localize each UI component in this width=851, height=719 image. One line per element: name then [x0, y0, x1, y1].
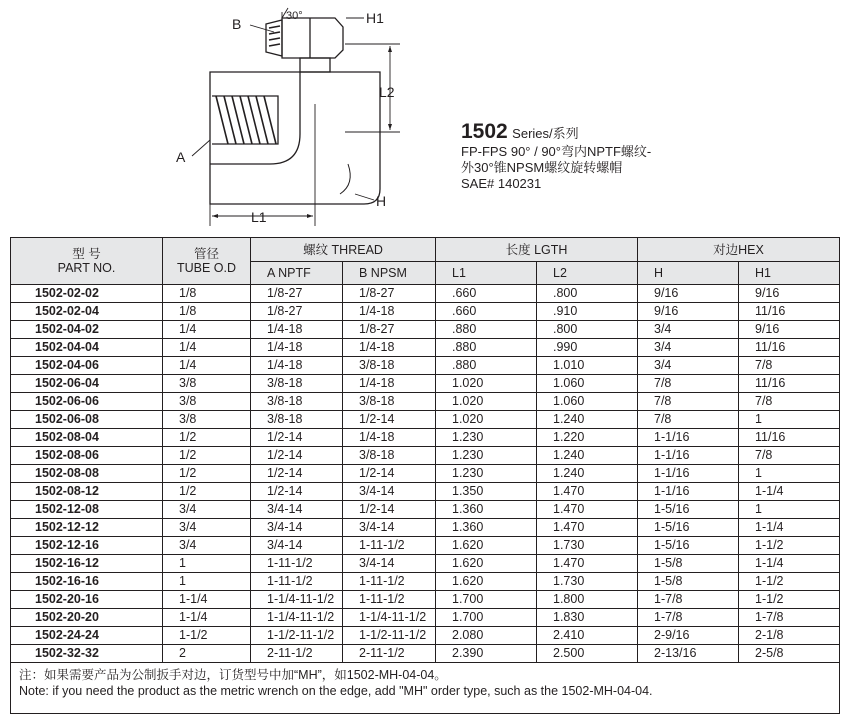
header-h1: H1 [739, 262, 840, 285]
cell-h1: 7/8 [739, 447, 840, 465]
cell-l2: 1.240 [537, 447, 638, 465]
cell-l1: 2.080 [436, 627, 537, 645]
series-label: Series/系列 [512, 126, 579, 141]
cell-h1: 2-1/8 [739, 627, 840, 645]
cell-h1: 11/16 [739, 375, 840, 393]
cell-tube-od: 1/4 [163, 339, 251, 357]
cell-l1: 1.700 [436, 609, 537, 627]
cell-a-nptf: 1/8-27 [251, 303, 343, 321]
cell-part-no: 1502-02-02 [11, 285, 163, 303]
cell-l1: .880 [436, 339, 537, 357]
cell-h1: 7/8 [739, 357, 840, 375]
cell-h1: 7/8 [739, 393, 840, 411]
cell-tube-od: 3/4 [163, 501, 251, 519]
header-thread: 螺纹 THREAD [251, 238, 436, 262]
label-b: B [232, 16, 242, 32]
cell-b-npsm: 2-11-1/2 [343, 645, 436, 663]
cell-a-nptf: 2-11-1/2 [251, 645, 343, 663]
cell-h1: 11/16 [739, 303, 840, 321]
cell-b-npsm: 1/8-27 [343, 285, 436, 303]
cell-tube-od: 3/8 [163, 411, 251, 429]
cell-l2: 1.800 [537, 591, 638, 609]
cell-h: 1-1/16 [638, 483, 739, 501]
cell-l2: 1.060 [537, 393, 638, 411]
cell-l1: 1.020 [436, 393, 537, 411]
table-row [11, 429, 840, 447]
cell-l2: .990 [537, 339, 638, 357]
cell-l2: .910 [537, 303, 638, 321]
cell-l2: 1.060 [537, 375, 638, 393]
table-row [11, 357, 840, 375]
cell-h: 1-5/16 [638, 519, 739, 537]
cell-h1: 1 [739, 465, 840, 483]
cell-b-npsm: 3/4-14 [343, 483, 436, 501]
cell-l2: 2.500 [537, 645, 638, 663]
cell-l1: 1.350 [436, 483, 537, 501]
cell-h1: 1-1/4 [739, 483, 840, 501]
cell-a-nptf: 1/4-18 [251, 321, 343, 339]
cell-l1: .660 [436, 285, 537, 303]
table-row [11, 483, 840, 501]
cell-tube-od: 3/8 [163, 375, 251, 393]
header-b-npsm: B NPSM [343, 262, 436, 285]
cell-a-nptf: 1/2-14 [251, 429, 343, 447]
cell-h1: 1-1/2 [739, 537, 840, 555]
header-part-cn: 型 号 [72, 247, 101, 261]
cell-part-no: 1502-16-12 [11, 555, 163, 573]
label-a: A [176, 149, 186, 165]
cell-h1: 1-1/2 [739, 591, 840, 609]
header-length: 长度 LGTH [436, 238, 638, 262]
cell-a-nptf: 1-1/2-11-1/2 [251, 627, 343, 645]
cell-l1: 1.700 [436, 591, 537, 609]
cell-l1: 1.620 [436, 555, 537, 573]
cell-a-nptf: 3/8-18 [251, 375, 343, 393]
table-row [11, 303, 840, 321]
cell-h: 1-1/16 [638, 447, 739, 465]
cell-b-npsm: 1/2-14 [343, 501, 436, 519]
cell-h1: 1 [739, 501, 840, 519]
cell-l1: 1.230 [436, 429, 537, 447]
cell-part-no: 1502-02-04 [11, 303, 163, 321]
cell-l1: 1.020 [436, 375, 537, 393]
cell-l1: .880 [436, 357, 537, 375]
table-row [11, 339, 840, 357]
cell-l2: 1.240 [537, 411, 638, 429]
header-l2: L2 [537, 262, 638, 285]
cell-l1: 1.360 [436, 501, 537, 519]
cell-l2: 1.220 [537, 429, 638, 447]
cell-part-no: 1502-06-06 [11, 393, 163, 411]
cell-h: 3/4 [638, 339, 739, 357]
cell-l2: 1.470 [537, 555, 638, 573]
cell-h: 3/4 [638, 357, 739, 375]
table-row [11, 375, 840, 393]
header-a-nptf: A NPTF [251, 262, 343, 285]
table-row [11, 573, 840, 591]
cell-l1: .880 [436, 321, 537, 339]
label-l1: L1 [251, 209, 267, 225]
table-row [11, 627, 840, 645]
cell-h: 2-13/16 [638, 645, 739, 663]
cell-part-no: 1502-20-16 [11, 591, 163, 609]
cell-tube-od: 1-1/4 [163, 591, 251, 609]
cell-b-npsm: 1/8-27 [343, 321, 436, 339]
cell-h1: 1 [739, 411, 840, 429]
table-row [11, 537, 840, 555]
table-row [11, 609, 840, 627]
header-tube-od [163, 238, 251, 285]
cell-b-npsm: 3/8-18 [343, 357, 436, 375]
spec-table-body [11, 285, 840, 663]
cell-l1: 1.020 [436, 411, 537, 429]
cell-h: 9/16 [638, 303, 739, 321]
cell-tube-od: 3/4 [163, 519, 251, 537]
cell-tube-od: 1/2 [163, 429, 251, 447]
cell-h: 1-7/8 [638, 591, 739, 609]
cell-l2: 1.470 [537, 501, 638, 519]
cell-part-no: 1502-06-04 [11, 375, 163, 393]
cell-tube-od: 1/4 [163, 357, 251, 375]
cell-h: 9/16 [638, 285, 739, 303]
cell-h: 1-1/16 [638, 465, 739, 483]
cell-h: 1-5/16 [638, 537, 739, 555]
cell-part-no: 1502-04-02 [11, 321, 163, 339]
cell-l2: 1.240 [537, 465, 638, 483]
note-cn: 注：如果需要产品为公制扳手对边，订货型号中加“MH”，如1502-MH-04-04。 [19, 668, 447, 682]
header-part-en: PART NO. [57, 261, 116, 275]
cell-a-nptf: 1-1/4-11-1/2 [251, 591, 343, 609]
cell-a-nptf: 1/8-27 [251, 285, 343, 303]
cell-part-no: 1502-12-12 [11, 519, 163, 537]
cell-tube-od: 1 [163, 555, 251, 573]
header-h: H [638, 262, 739, 285]
cell-h: 1-5/16 [638, 501, 739, 519]
title-line-1: FP-FPS 90° / 90°弯内NPTF螺纹- [461, 144, 652, 159]
header-l1: L1 [436, 262, 537, 285]
cell-b-npsm: 1/4-18 [343, 303, 436, 321]
cell-b-npsm: 1-1/2-11-1/2 [343, 627, 436, 645]
label-h1: H1 [366, 10, 384, 26]
label-h: H [376, 193, 387, 209]
cell-b-npsm: 3/4-14 [343, 519, 436, 537]
cell-tube-od: 1 [163, 573, 251, 591]
cell-a-nptf: 1/2-14 [251, 465, 343, 483]
table-row [11, 411, 840, 429]
table-row [11, 285, 840, 303]
cell-h: 2-9/16 [638, 627, 739, 645]
cell-h: 1-5/8 [638, 573, 739, 591]
title-line-2: 外30°锥NPSM螺纹旋转螺帽 [461, 160, 623, 175]
cell-l2: 1.730 [537, 573, 638, 591]
cell-h1: 2-5/8 [739, 645, 840, 663]
header-hex: 对边HEX [638, 238, 840, 262]
cell-a-nptf: 3/8-18 [251, 411, 343, 429]
cell-b-npsm: 3/8-18 [343, 447, 436, 465]
cell-a-nptf: 1-11-1/2 [251, 573, 343, 591]
cell-tube-od: 1-1/4 [163, 609, 251, 627]
series-number: 1502 [461, 120, 508, 143]
cell-h1: 11/16 [739, 429, 840, 447]
table-row [11, 555, 840, 573]
cell-l2: .800 [537, 285, 638, 303]
cell-b-npsm: 3/8-18 [343, 393, 436, 411]
cell-part-no: 1502-24-24 [11, 627, 163, 645]
cell-l1: .660 [436, 303, 537, 321]
cell-part-no: 1502-04-04 [11, 339, 163, 357]
cell-h: 7/8 [638, 393, 739, 411]
cell-a-nptf: 1/2-14 [251, 483, 343, 501]
note-en: Note: if you need the product as the metric wrench on the edge, add "MH" order type, such as the 1502-MH-04-04. [19, 684, 653, 698]
cell-a-nptf: 1/4-18 [251, 339, 343, 357]
elbow-body-shape [210, 72, 380, 204]
cell-h: 1-5/8 [638, 555, 739, 573]
cell-part-no: 1502-32-32 [11, 645, 163, 663]
spec-table [10, 237, 840, 714]
label-angle: 30° [286, 10, 303, 22]
cell-a-nptf: 3/8-18 [251, 393, 343, 411]
header-tube-en: TUBE O.D [176, 261, 237, 275]
cell-tube-od: 3/4 [163, 537, 251, 555]
title-block [461, 120, 761, 192]
cell-l2: 1.470 [537, 483, 638, 501]
cell-tube-od: 1/2 [163, 465, 251, 483]
cell-tube-od: 1/2 [163, 447, 251, 465]
cell-b-npsm: 1/4-18 [343, 339, 436, 357]
table-row [11, 519, 840, 537]
cell-h1: 1-1/2 [739, 573, 840, 591]
cell-h: 3/4 [638, 321, 739, 339]
swivel-nut-shape [282, 18, 343, 58]
cell-tube-od: 2 [163, 645, 251, 663]
cell-a-nptf: 3/4-14 [251, 501, 343, 519]
cell-tube-od: 1-1/2 [163, 627, 251, 645]
table-note [11, 663, 840, 714]
cell-part-no: 1502-08-08 [11, 465, 163, 483]
table-row [11, 447, 840, 465]
cell-l2: .800 [537, 321, 638, 339]
cell-l2: 1.830 [537, 609, 638, 627]
cell-l1: 1.230 [436, 465, 537, 483]
cell-a-nptf: 1/4-18 [251, 357, 343, 375]
cell-l1: 1.230 [436, 447, 537, 465]
cell-part-no: 1502-16-16 [11, 573, 163, 591]
cell-b-npsm: 1-1/4-11-1/2 [343, 609, 436, 627]
header-part-no [11, 238, 163, 285]
cell-h1: 1-7/8 [739, 609, 840, 627]
cell-h1: 9/16 [739, 285, 840, 303]
cell-part-no: 1502-20-20 [11, 609, 163, 627]
table-row [11, 393, 840, 411]
table-row [11, 645, 840, 663]
cell-tube-od: 1/8 [163, 303, 251, 321]
cell-l2: 1.730 [537, 537, 638, 555]
cell-tube-od: 3/8 [163, 393, 251, 411]
label-l2: L2 [379, 84, 395, 100]
cell-b-npsm: 1/4-18 [343, 429, 436, 447]
table-row [11, 321, 840, 339]
elbow-fitting-drawing [150, 4, 450, 226]
cell-a-nptf: 3/4-14 [251, 519, 343, 537]
cell-h1: 9/16 [739, 321, 840, 339]
cell-h: 7/8 [638, 411, 739, 429]
cell-l2: 1.470 [537, 519, 638, 537]
cell-b-npsm: 1/2-14 [343, 465, 436, 483]
cell-part-no: 1502-08-12 [11, 483, 163, 501]
cell-h1: 1-1/4 [739, 519, 840, 537]
cell-b-npsm: 3/4-14 [343, 555, 436, 573]
cell-b-npsm: 1-11-1/2 [343, 591, 436, 609]
cell-b-npsm: 1-11-1/2 [343, 573, 436, 591]
cell-b-npsm: 1-11-1/2 [343, 537, 436, 555]
cell-a-nptf: 1-11-1/2 [251, 555, 343, 573]
header-tube-cn: 管径 [193, 247, 219, 261]
cell-tube-od: 1/4 [163, 321, 251, 339]
cell-h: 1-1/16 [638, 429, 739, 447]
title-line-3: SAE# 140231 [461, 176, 542, 191]
cell-b-npsm: 1/4-18 [343, 375, 436, 393]
cell-b-npsm: 1/2-14 [343, 411, 436, 429]
cell-tube-od: 1/2 [163, 483, 251, 501]
cell-part-no: 1502-12-16 [11, 537, 163, 555]
cell-h: 1-7/8 [638, 609, 739, 627]
cell-h: 7/8 [638, 375, 739, 393]
cell-l1: 1.360 [436, 519, 537, 537]
cell-h1: 11/16 [739, 339, 840, 357]
cell-part-no: 1502-12-08 [11, 501, 163, 519]
cell-a-nptf: 1/2-14 [251, 447, 343, 465]
cell-a-nptf: 1-1/4-11-1/2 [251, 609, 343, 627]
cell-l1: 1.620 [436, 573, 537, 591]
cell-part-no: 1502-08-06 [11, 447, 163, 465]
table-row [11, 465, 840, 483]
table-row [11, 591, 840, 609]
cell-part-no: 1502-08-04 [11, 429, 163, 447]
cell-part-no: 1502-06-08 [11, 411, 163, 429]
cell-l2: 1.010 [537, 357, 638, 375]
cell-h1: 1-1/4 [739, 555, 840, 573]
cell-l2: 2.410 [537, 627, 638, 645]
table-row [11, 501, 840, 519]
cell-part-no: 1502-04-06 [11, 357, 163, 375]
cell-l1: 2.390 [436, 645, 537, 663]
cell-l1: 1.620 [436, 537, 537, 555]
cell-tube-od: 1/8 [163, 285, 251, 303]
cell-a-nptf: 3/4-14 [251, 537, 343, 555]
